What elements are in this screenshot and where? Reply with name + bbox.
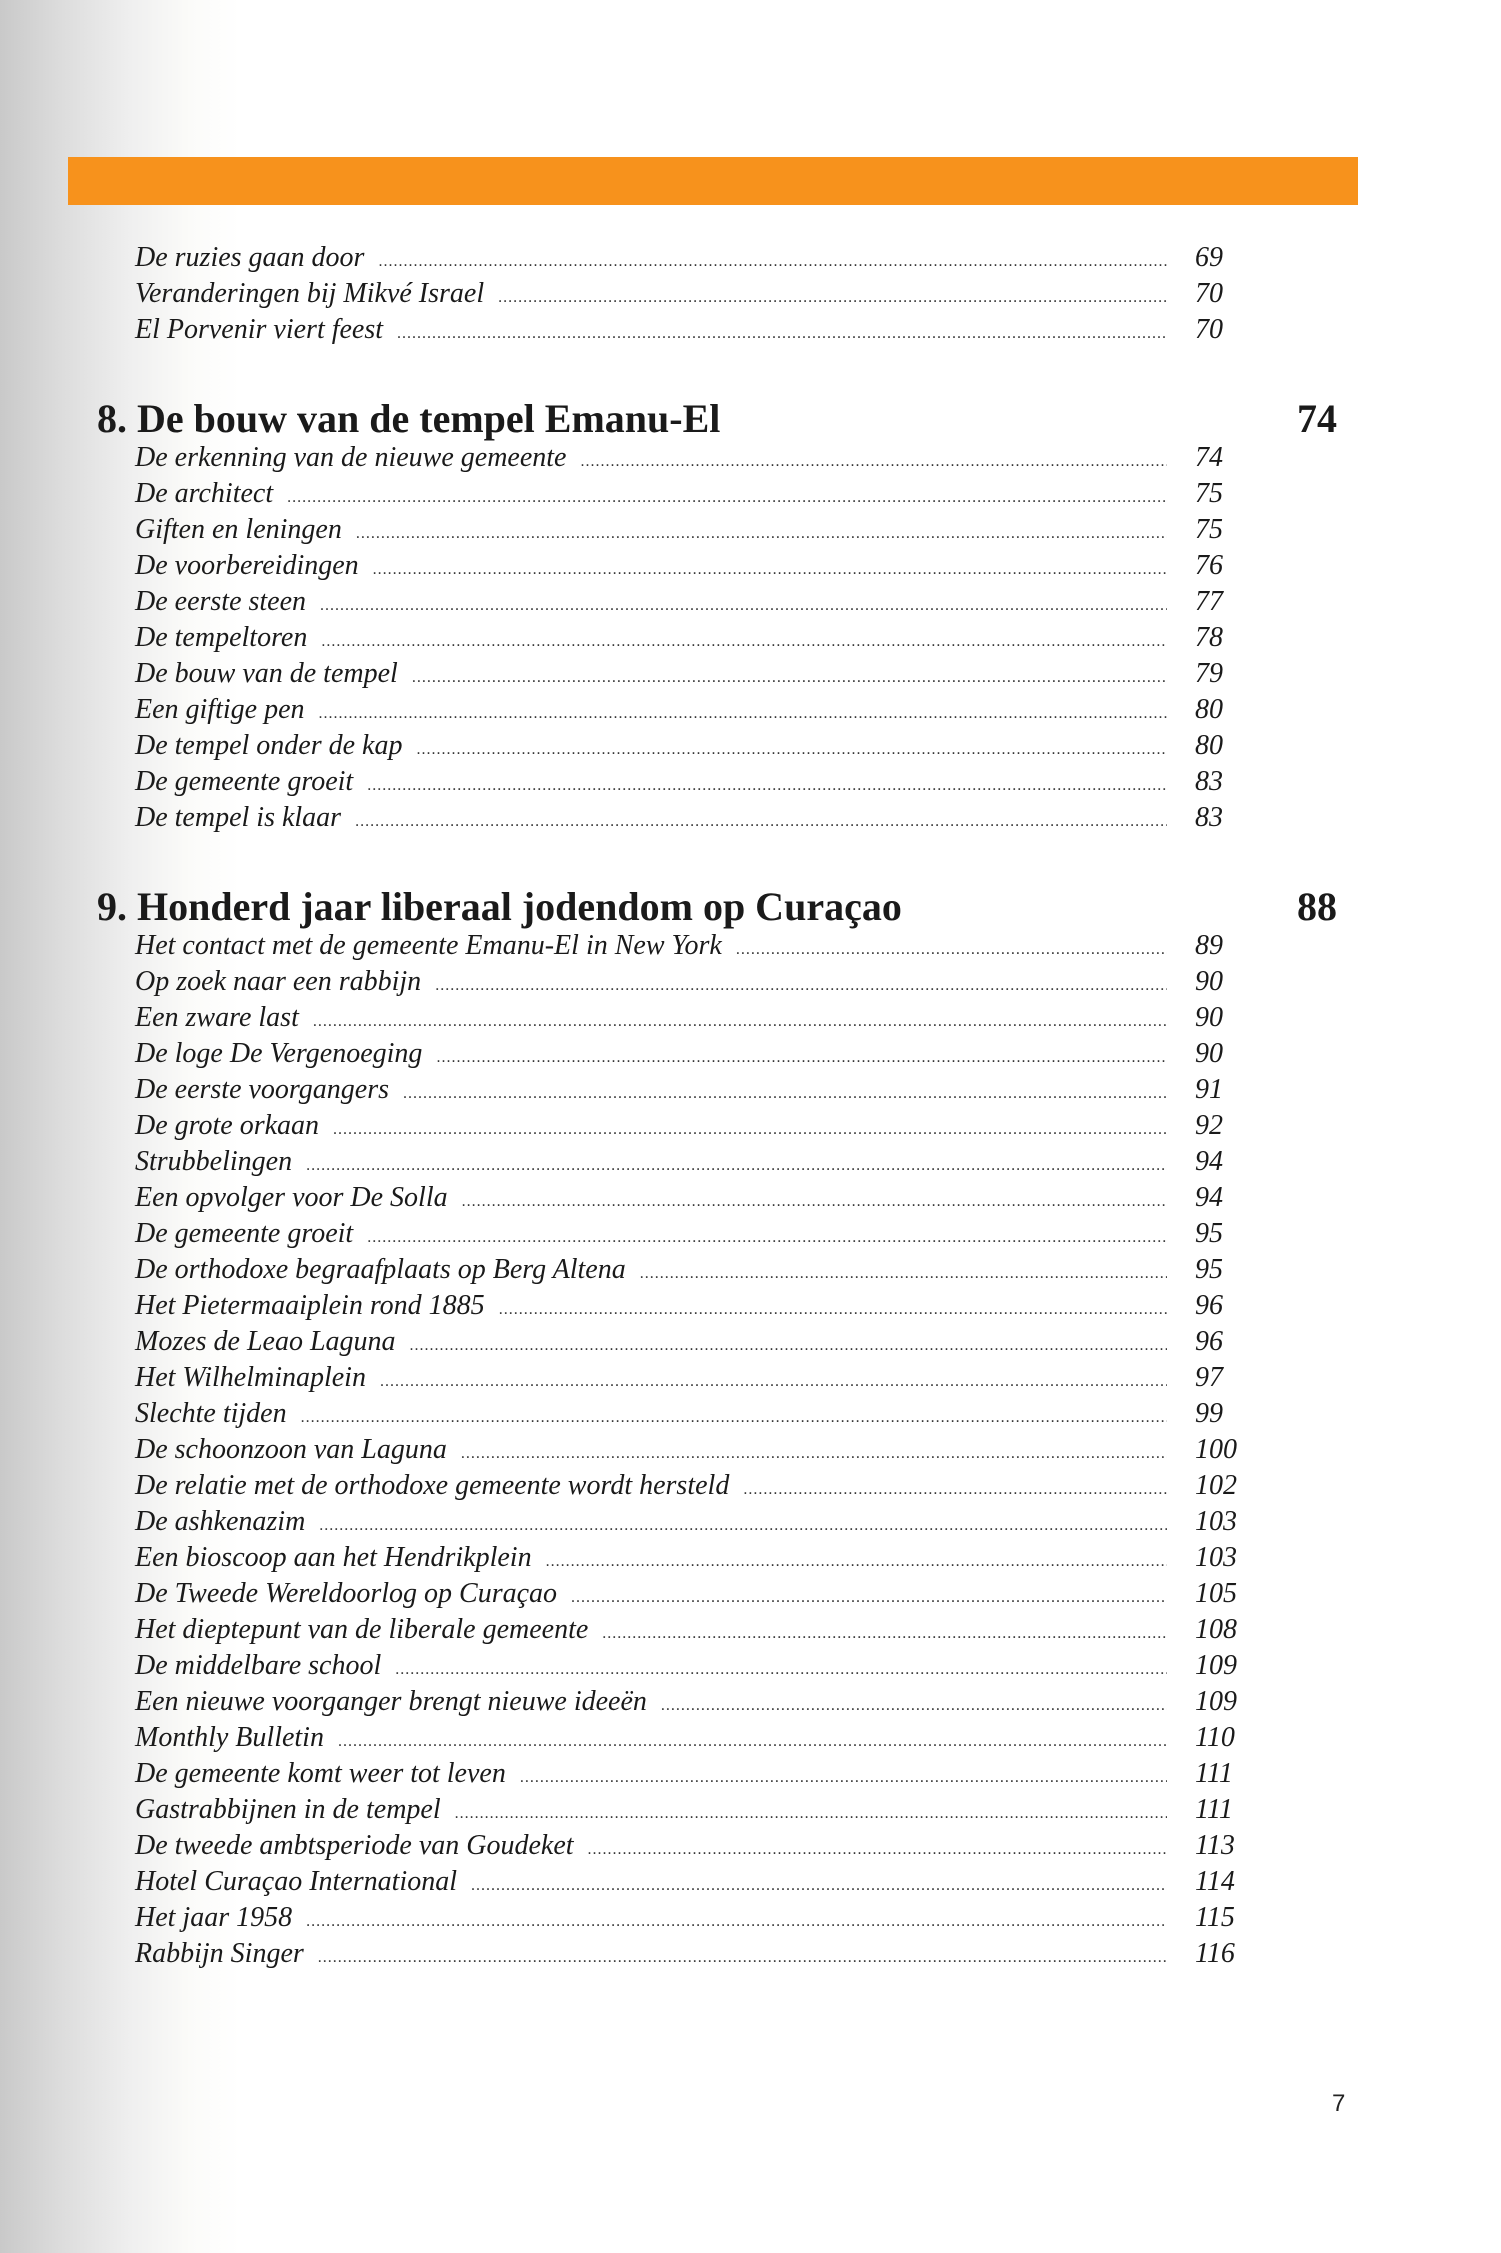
dot-leader xyxy=(462,1184,1167,1220)
entry-title: Een zware last xyxy=(135,1002,299,1033)
entry-title: Rabbijn Singer xyxy=(135,1938,304,1969)
entry-title: De tempel is klaar xyxy=(135,802,342,833)
toc-entry[interactable] xyxy=(135,728,1265,764)
chapter-title xyxy=(97,396,720,442)
entry-page: 80 xyxy=(1195,730,1223,761)
toc-entry[interactable] xyxy=(135,1432,1265,1468)
dot-leader xyxy=(319,1508,1167,1544)
entry-title: De ashkenazim xyxy=(135,1506,306,1537)
dot-leader xyxy=(373,552,1167,588)
dot-leader xyxy=(356,516,1167,552)
entry-title: Mozes de Leao Laguna xyxy=(135,1326,396,1357)
toc-entry[interactable] xyxy=(135,928,1265,964)
entry-title: Een bioscoop aan het Hendrikplein xyxy=(135,1542,532,1573)
entry-title: De loge De Vergenoeging xyxy=(135,1038,423,1069)
entry-page: 77 xyxy=(1195,586,1223,617)
entry-page: 99 xyxy=(1195,1398,1223,1429)
entry-title: De orthodoxe begraafplaats op Berg Altena xyxy=(135,1254,626,1285)
dot-leader xyxy=(367,768,1167,804)
toc-entry[interactable] xyxy=(135,1468,1265,1504)
chapter-name: De bouw van de tempel Emanu-El xyxy=(137,396,721,441)
dot-leader xyxy=(412,660,1167,696)
entry-title: Strubbelingen xyxy=(135,1146,293,1177)
dot-leader xyxy=(455,1796,1167,1832)
dot-leader xyxy=(333,1112,1167,1148)
toc-entry[interactable] xyxy=(135,764,1265,800)
entry-page: 91 xyxy=(1195,1074,1223,1105)
dot-leader xyxy=(321,624,1167,660)
toc-entry[interactable] xyxy=(135,1684,1265,1720)
toc-entry[interactable] xyxy=(135,276,1265,312)
entry-title: De relatie met de orthodoxe gemeente wordt hersteld xyxy=(135,1470,730,1501)
entry-title: De voorbereidingen xyxy=(135,550,359,581)
entry-title: El Porvenir viert feest xyxy=(135,314,384,345)
chapter-title xyxy=(97,884,902,930)
dot-leader xyxy=(403,1076,1167,1112)
dot-leader xyxy=(640,1256,1167,1292)
entry-title: De tempeltoren xyxy=(135,622,308,653)
toc-entry[interactable] xyxy=(135,1648,1265,1684)
header-accent-bar xyxy=(68,157,1358,205)
toc-entry[interactable] xyxy=(135,1144,1265,1180)
entry-page: 90 xyxy=(1195,966,1223,997)
toc-entry[interactable] xyxy=(135,1900,1265,1936)
dot-leader xyxy=(320,588,1167,624)
entry-title: De eerste voorgangers xyxy=(135,1074,390,1105)
entry-page: 97 xyxy=(1195,1362,1223,1393)
dot-leader xyxy=(410,1328,1167,1364)
toc-entry[interactable] xyxy=(135,620,1265,656)
entry-title: Een giftige pen xyxy=(135,694,305,725)
toc-entry[interactable] xyxy=(135,1504,1265,1540)
toc-entry[interactable] xyxy=(135,1360,1265,1396)
entry-page: 90 xyxy=(1195,1002,1223,1033)
entry-page: 108 xyxy=(1195,1614,1237,1645)
dot-leader xyxy=(461,1436,1167,1472)
entry-title: Het contact met de gemeente Emanu-El in New York xyxy=(135,930,722,961)
entry-page: 76 xyxy=(1195,550,1223,581)
entry-page: 103 xyxy=(1195,1542,1237,1573)
chapter-heading-9[interactable] xyxy=(97,884,1337,930)
dot-leader xyxy=(571,1580,1167,1616)
toc-entry[interactable] xyxy=(135,1072,1265,1108)
entry-title: De gemeente groeit xyxy=(135,766,354,797)
dot-leader xyxy=(355,804,1167,840)
entry-page: 83 xyxy=(1195,802,1223,833)
toc-entry[interactable] xyxy=(135,1396,1265,1432)
entry-page: 80 xyxy=(1195,694,1223,725)
dot-leader xyxy=(306,1148,1167,1184)
entry-title: Giften en leningen xyxy=(135,514,342,545)
dot-leader xyxy=(602,1616,1167,1652)
dot-leader xyxy=(588,1832,1167,1868)
toc-entry[interactable] xyxy=(135,1792,1265,1828)
dot-leader xyxy=(319,696,1167,732)
toc-entry[interactable] xyxy=(135,1108,1265,1144)
toc-entry[interactable] xyxy=(135,1180,1265,1216)
toc-entry[interactable] xyxy=(135,512,1265,548)
toc-entry[interactable] xyxy=(135,1828,1265,1864)
chapter-name: Honderd jaar liberaal jodendom op Curaçao xyxy=(137,884,902,929)
chapter-page: 88 xyxy=(1297,884,1337,929)
entry-title: Een nieuwe voorganger brengt nieuwe ideeën xyxy=(135,1686,647,1717)
entry-page: 75 xyxy=(1195,478,1223,509)
toc-entry[interactable] xyxy=(135,1864,1265,1900)
entry-page: 95 xyxy=(1195,1254,1223,1285)
entry-title: Het dieptepunt van de liberale gemeente xyxy=(135,1614,589,1645)
entry-page: 70 xyxy=(1195,278,1223,309)
chapter-number: 9. xyxy=(97,884,127,929)
entry-page: 94 xyxy=(1195,1182,1223,1213)
dot-leader xyxy=(661,1688,1167,1724)
entry-title: De ruzies gaan door xyxy=(135,242,365,273)
entry-title: Slechte tijden xyxy=(135,1398,287,1429)
entry-page: 94 xyxy=(1195,1146,1223,1177)
page-number: 7 xyxy=(1332,2090,1346,2117)
entry-title: Veranderingen bij Mikvé Israel xyxy=(135,278,485,309)
dot-leader xyxy=(520,1760,1167,1796)
entry-page: 70 xyxy=(1195,314,1223,345)
entry-page: 115 xyxy=(1195,1902,1235,1933)
entry-title: Het jaar 1958 xyxy=(135,1902,293,1933)
toc-entry[interactable] xyxy=(135,1612,1265,1648)
toc-entry[interactable] xyxy=(135,1540,1265,1576)
entry-title: De gemeente groeit xyxy=(135,1218,354,1249)
entry-page: 92 xyxy=(1195,1110,1223,1141)
entry-page: 102 xyxy=(1195,1470,1237,1501)
entry-title: Het Wilhelminaplein xyxy=(135,1362,366,1393)
entry-page: 109 xyxy=(1195,1650,1237,1681)
entry-title: De eerste steen xyxy=(135,586,307,617)
toc-entry[interactable] xyxy=(135,1324,1265,1360)
dot-leader xyxy=(435,968,1167,1004)
dot-leader xyxy=(397,316,1167,352)
chapter-page: 74 xyxy=(1297,396,1337,441)
toc-entry[interactable] xyxy=(135,1288,1265,1324)
toc-entry[interactable] xyxy=(135,1000,1265,1036)
chapter-heading-8[interactable] xyxy=(97,396,1337,442)
dot-leader xyxy=(306,1904,1167,1940)
entry-page: 113 xyxy=(1195,1830,1235,1861)
entry-page: 116 xyxy=(1195,1938,1235,1969)
toc-entry[interactable] xyxy=(135,964,1265,1000)
toc-entry[interactable] xyxy=(135,656,1265,692)
entry-title: De middelbare school xyxy=(135,1650,382,1681)
entry-title: Hotel Curaçao International xyxy=(135,1866,457,1897)
toc-entry[interactable] xyxy=(135,1216,1265,1252)
entry-title: Op zoek naar een rabbijn xyxy=(135,966,422,997)
entry-title: Gastrabbijnen in de tempel xyxy=(135,1794,441,1825)
entry-page: 103 xyxy=(1195,1506,1237,1537)
entry-title: Een opvolger voor De Solla xyxy=(135,1182,448,1213)
toc-entry[interactable] xyxy=(135,1720,1265,1756)
entry-title: De tempel onder de kap xyxy=(135,730,403,761)
entry-page: 110 xyxy=(1195,1722,1235,1753)
toc-entry[interactable] xyxy=(135,584,1265,620)
chapter-number: 8. xyxy=(97,396,127,441)
toc-entry[interactable] xyxy=(135,312,1265,348)
entry-title: De tweede ambtsperiode van Goudeket xyxy=(135,1830,574,1861)
dot-leader xyxy=(378,244,1167,280)
entry-page: 79 xyxy=(1195,658,1223,689)
dot-leader xyxy=(743,1472,1167,1508)
dot-leader xyxy=(367,1220,1167,1256)
dot-leader xyxy=(498,280,1167,316)
entry-title: De bouw van de tempel xyxy=(135,658,398,689)
entry-title: Monthly Bulletin xyxy=(135,1722,324,1753)
dot-leader xyxy=(436,1040,1167,1076)
dot-leader xyxy=(499,1292,1167,1328)
toc-entry[interactable] xyxy=(135,1036,1265,1072)
dot-leader xyxy=(736,932,1167,968)
entry-page: 69 xyxy=(1195,242,1223,273)
entry-page: 96 xyxy=(1195,1290,1223,1321)
entry-title: De Tweede Wereldoorlog op Curaçao xyxy=(135,1578,558,1609)
entry-page: 75 xyxy=(1195,514,1223,545)
toc-entry[interactable] xyxy=(135,240,1265,276)
entry-page: 105 xyxy=(1195,1578,1237,1609)
entry-page: 78 xyxy=(1195,622,1223,653)
dot-leader xyxy=(318,1940,1167,1976)
dot-leader xyxy=(395,1652,1167,1688)
toc-entry[interactable] xyxy=(135,800,1265,836)
dot-leader xyxy=(416,732,1167,768)
dot-leader xyxy=(546,1544,1167,1580)
entry-title: De gemeente komt weer tot leven xyxy=(135,1758,506,1789)
toc-entry[interactable] xyxy=(135,476,1265,512)
entry-title: De grote orkaan xyxy=(135,1110,320,1141)
dot-leader xyxy=(580,444,1167,480)
entry-page: 83 xyxy=(1195,766,1223,797)
entry-page: 111 xyxy=(1195,1794,1233,1825)
entry-page: 100 xyxy=(1195,1434,1237,1465)
entry-page: 96 xyxy=(1195,1326,1223,1357)
dot-leader xyxy=(338,1724,1167,1760)
entry-title: De erkenning van de nieuwe gemeente xyxy=(135,442,567,473)
entry-page: 109 xyxy=(1195,1686,1237,1717)
toc-entry[interactable] xyxy=(135,692,1265,728)
entry-page: 89 xyxy=(1195,930,1223,961)
entry-page: 90 xyxy=(1195,1038,1223,1069)
toc-entry[interactable] xyxy=(135,1576,1265,1612)
entry-title: De architect xyxy=(135,478,274,509)
dot-leader xyxy=(313,1004,1167,1040)
toc-entry[interactable] xyxy=(135,440,1265,476)
entry-title: Het Pietermaaiplein rond 1885 xyxy=(135,1290,485,1321)
toc-entry[interactable] xyxy=(135,548,1265,584)
dot-leader xyxy=(380,1364,1167,1400)
toc-entry[interactable] xyxy=(135,1252,1265,1288)
entry-title: De schoonzoon van Laguna xyxy=(135,1434,447,1465)
entry-page: 95 xyxy=(1195,1218,1223,1249)
dot-leader xyxy=(471,1868,1167,1904)
entry-page: 111 xyxy=(1195,1758,1233,1789)
dot-leader xyxy=(287,480,1167,516)
entry-page: 74 xyxy=(1195,442,1223,473)
dot-leader xyxy=(301,1400,1167,1436)
toc-entry[interactable] xyxy=(135,1756,1265,1792)
entry-page: 114 xyxy=(1195,1866,1235,1897)
toc-entry[interactable] xyxy=(135,1936,1265,1972)
